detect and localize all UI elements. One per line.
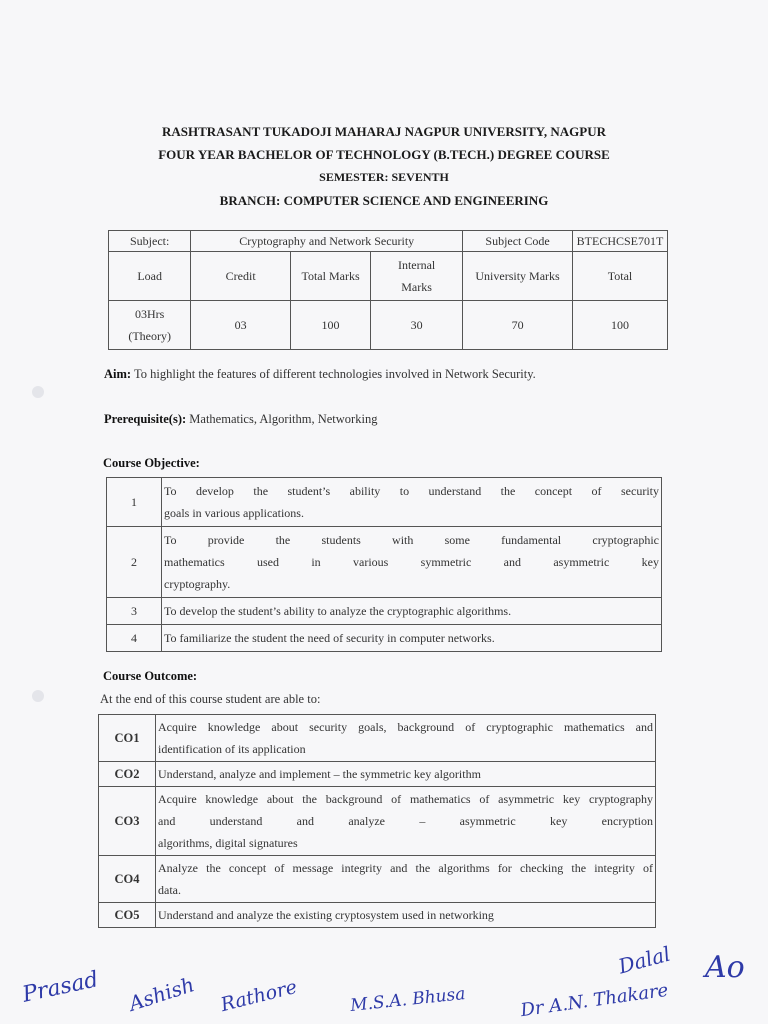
outcome-line: data. bbox=[158, 883, 181, 897]
punch-hole bbox=[32, 690, 44, 702]
objective-row bbox=[107, 527, 662, 598]
outcome-code: CO2 bbox=[99, 762, 156, 787]
course-objective-table bbox=[106, 477, 662, 652]
objective-text bbox=[162, 527, 662, 598]
outcome-line: algorithms, digital signatures bbox=[158, 836, 298, 850]
outcome-text bbox=[156, 856, 656, 903]
objective-number: 1 bbox=[107, 478, 162, 527]
signature: Dalal bbox=[615, 941, 673, 979]
outcome-row bbox=[99, 787, 656, 856]
objective-number: 2 bbox=[107, 527, 162, 598]
outcome-row bbox=[99, 762, 656, 787]
course-outcome-intro: At the end of this course student are able to: bbox=[100, 692, 321, 706]
outcome-text: Understand and analyze the existing cryptosystem used in networking bbox=[156, 903, 656, 928]
outcome-line: Acquire knowledge about the background of mathematics of asymmetric key cryptography bbox=[158, 792, 653, 806]
total-value: 100 bbox=[573, 301, 668, 350]
aim-paragraph bbox=[104, 367, 536, 382]
branch: BRANCH: COMPUTER SCIENCE AND ENGINEERING bbox=[219, 193, 549, 208]
outcome-code: CO3 bbox=[99, 787, 156, 856]
objective-number: 3 bbox=[107, 598, 162, 625]
outcome-line: Acquire knowledge about security goals, background of cryptographic mathematics and bbox=[158, 720, 653, 734]
signature: Dr A.N. Thakare bbox=[519, 979, 670, 1022]
outcome-text: Understand, analyze and implement – the symmetric key algorithm bbox=[156, 762, 656, 787]
objective-line: cryptography. bbox=[164, 577, 231, 591]
outcome-line: Analyze the concept of message integrity and the algorithms for checking the integrity of bbox=[158, 861, 653, 875]
outcome-line: and understand and analyze – asymmetric key encryption bbox=[158, 814, 653, 828]
outcome-row bbox=[99, 715, 656, 762]
objective-text: To develop the student’s ability to analyze the cryptographic algorithms. bbox=[162, 598, 662, 625]
subject-code-label: Subject Code bbox=[463, 231, 573, 252]
objective-row bbox=[107, 598, 662, 625]
total-marks-header: Total Marks bbox=[291, 252, 371, 301]
course-outcome-title: Course Outcome: bbox=[103, 669, 198, 683]
objective-line: To provide the students with some fundamental cryptographic bbox=[164, 533, 659, 547]
objective-text: To familiarize the student the need of security in computer networks. bbox=[162, 625, 662, 652]
outcome-code: CO4 bbox=[99, 856, 156, 903]
load-value-line2: (Theory) bbox=[128, 329, 171, 343]
punch-hole bbox=[32, 386, 44, 398]
objective-number: 4 bbox=[107, 625, 162, 652]
document-header bbox=[0, 120, 768, 212]
outcome-code: CO5 bbox=[99, 903, 156, 928]
semester: SEMESTER: SEVENTH bbox=[319, 170, 449, 184]
signature: Rathore bbox=[218, 975, 300, 1017]
objective-line: mathematics used in various symmetric and asymmetric key bbox=[164, 555, 659, 569]
prerequisite-paragraph bbox=[104, 412, 377, 427]
credit-value: 03 bbox=[191, 301, 291, 350]
objective-line: goals in various applications. bbox=[164, 506, 304, 520]
total-marks-value: 100 bbox=[291, 301, 371, 350]
total-header: Total bbox=[573, 252, 668, 301]
load-value bbox=[109, 301, 191, 350]
subject-name: Cryptography and Network Security bbox=[191, 231, 463, 252]
prerequisite-text: Mathematics, Algorithm, Networking bbox=[189, 412, 378, 426]
subject-code-value: BTECHCSE701T bbox=[573, 231, 668, 252]
outcome-text bbox=[156, 787, 656, 856]
subject-label: Subject: bbox=[109, 231, 191, 252]
objective-text bbox=[162, 478, 662, 527]
objective-row bbox=[107, 625, 662, 652]
university-name: RASHTRASANT TUKADOJI MAHARAJ NAGPUR UNIVERSITY, NAGPUR bbox=[162, 124, 606, 139]
load-header: Load bbox=[109, 252, 191, 301]
university-marks-header: University Marks bbox=[463, 252, 573, 301]
outcome-code: CO1 bbox=[99, 715, 156, 762]
internal-marks-header bbox=[371, 252, 463, 301]
outcome-line: identification of its application bbox=[158, 742, 306, 756]
outcome-row bbox=[99, 856, 656, 903]
course-name: FOUR YEAR BACHELOR OF TECHNOLOGY (B.TECH.) DEGREE COURSE bbox=[158, 147, 610, 162]
signature: M.S.A. Bhusa bbox=[349, 984, 467, 1016]
university-marks-value: 70 bbox=[463, 301, 573, 350]
signature: Ashish bbox=[125, 972, 198, 1016]
outcome-text bbox=[156, 715, 656, 762]
credit-header: Credit bbox=[191, 252, 291, 301]
aim-label: Aim: bbox=[104, 367, 132, 381]
course-outcome-table bbox=[98, 714, 656, 928]
outcome-row bbox=[99, 903, 656, 928]
signature: Ao bbox=[705, 950, 745, 985]
objective-row bbox=[107, 478, 662, 527]
internal-marks-header-line2: Marks bbox=[401, 280, 432, 294]
prerequisite-label: Prerequisite(s): bbox=[104, 412, 187, 426]
signature: Prasad bbox=[20, 967, 101, 1008]
subject-table bbox=[108, 230, 668, 350]
internal-marks-header-line1: Internal bbox=[397, 258, 436, 272]
internal-marks-value: 30 bbox=[371, 301, 463, 350]
load-value-line1: 03Hrs bbox=[134, 307, 165, 321]
course-objective-title: Course Objective: bbox=[103, 456, 200, 470]
aim-text: To highlight the features of different technologies involved in Network Security. bbox=[133, 367, 536, 381]
objective-line: To develop the student’s ability to understand the concept of security bbox=[164, 484, 659, 498]
